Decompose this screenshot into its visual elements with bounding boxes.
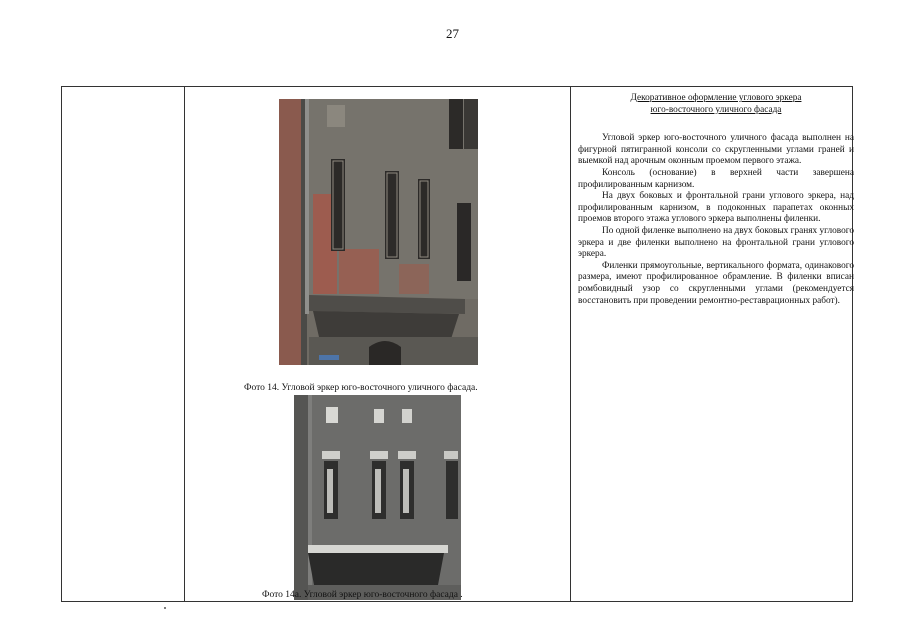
caption-photo-14: Фото 14. Угловой эркер юго-восточного уличного фасада. bbox=[244, 383, 478, 393]
photo-14-corner-bay-window bbox=[279, 99, 478, 365]
paragraph-5: Филенки прямоугольные, вертикального формата, одинакового размера, имеют профилированное обрамление. В филенки вписан ромбовидный узор со скругленными углами (рекомендуется восстановить при проведении ремонтно-реставрационных работ). bbox=[578, 260, 854, 306]
paragraph-4: По одной филенке выполнено на двух боковых гранях углового эркера и две филенки выполнено на фронтальной грани углового эркера. bbox=[578, 225, 854, 260]
photo-14a-corner-bay-window bbox=[294, 395, 461, 600]
page-number: 27 bbox=[446, 26, 459, 41]
scan-speck bbox=[164, 607, 166, 609]
heading-line-1: Декоративное оформление углового эркера bbox=[630, 93, 802, 103]
document-table bbox=[61, 86, 853, 602]
paragraph-1: Угловой эркер юго-восточного уличного фасада выполнен на фигурной пятигранной консоли со скругленными углами граней и выемкой над арочным оконным проемом первого этажа. bbox=[578, 133, 854, 167]
column-divider-right bbox=[570, 87, 571, 601]
caption-photo-14a: Фото 14а. Угловой эркер юго-восточного фасада . bbox=[262, 590, 463, 600]
paragraph-3: На двух боковых и фронтальной грани углового эркера, над профилированным карнизом, в подоконных парапетах оконных проемов второго этажа углового эркера выполнены филенки. bbox=[578, 191, 854, 225]
heading-line-2: юго-восточного уличного фасада bbox=[650, 104, 782, 115]
description-heading bbox=[578, 93, 854, 116]
paragraph-2: Консоль (основание) в верхней части завершена профилированным карнизом. bbox=[578, 167, 854, 190]
description-column bbox=[578, 93, 854, 307]
column-divider-left bbox=[184, 87, 185, 601]
